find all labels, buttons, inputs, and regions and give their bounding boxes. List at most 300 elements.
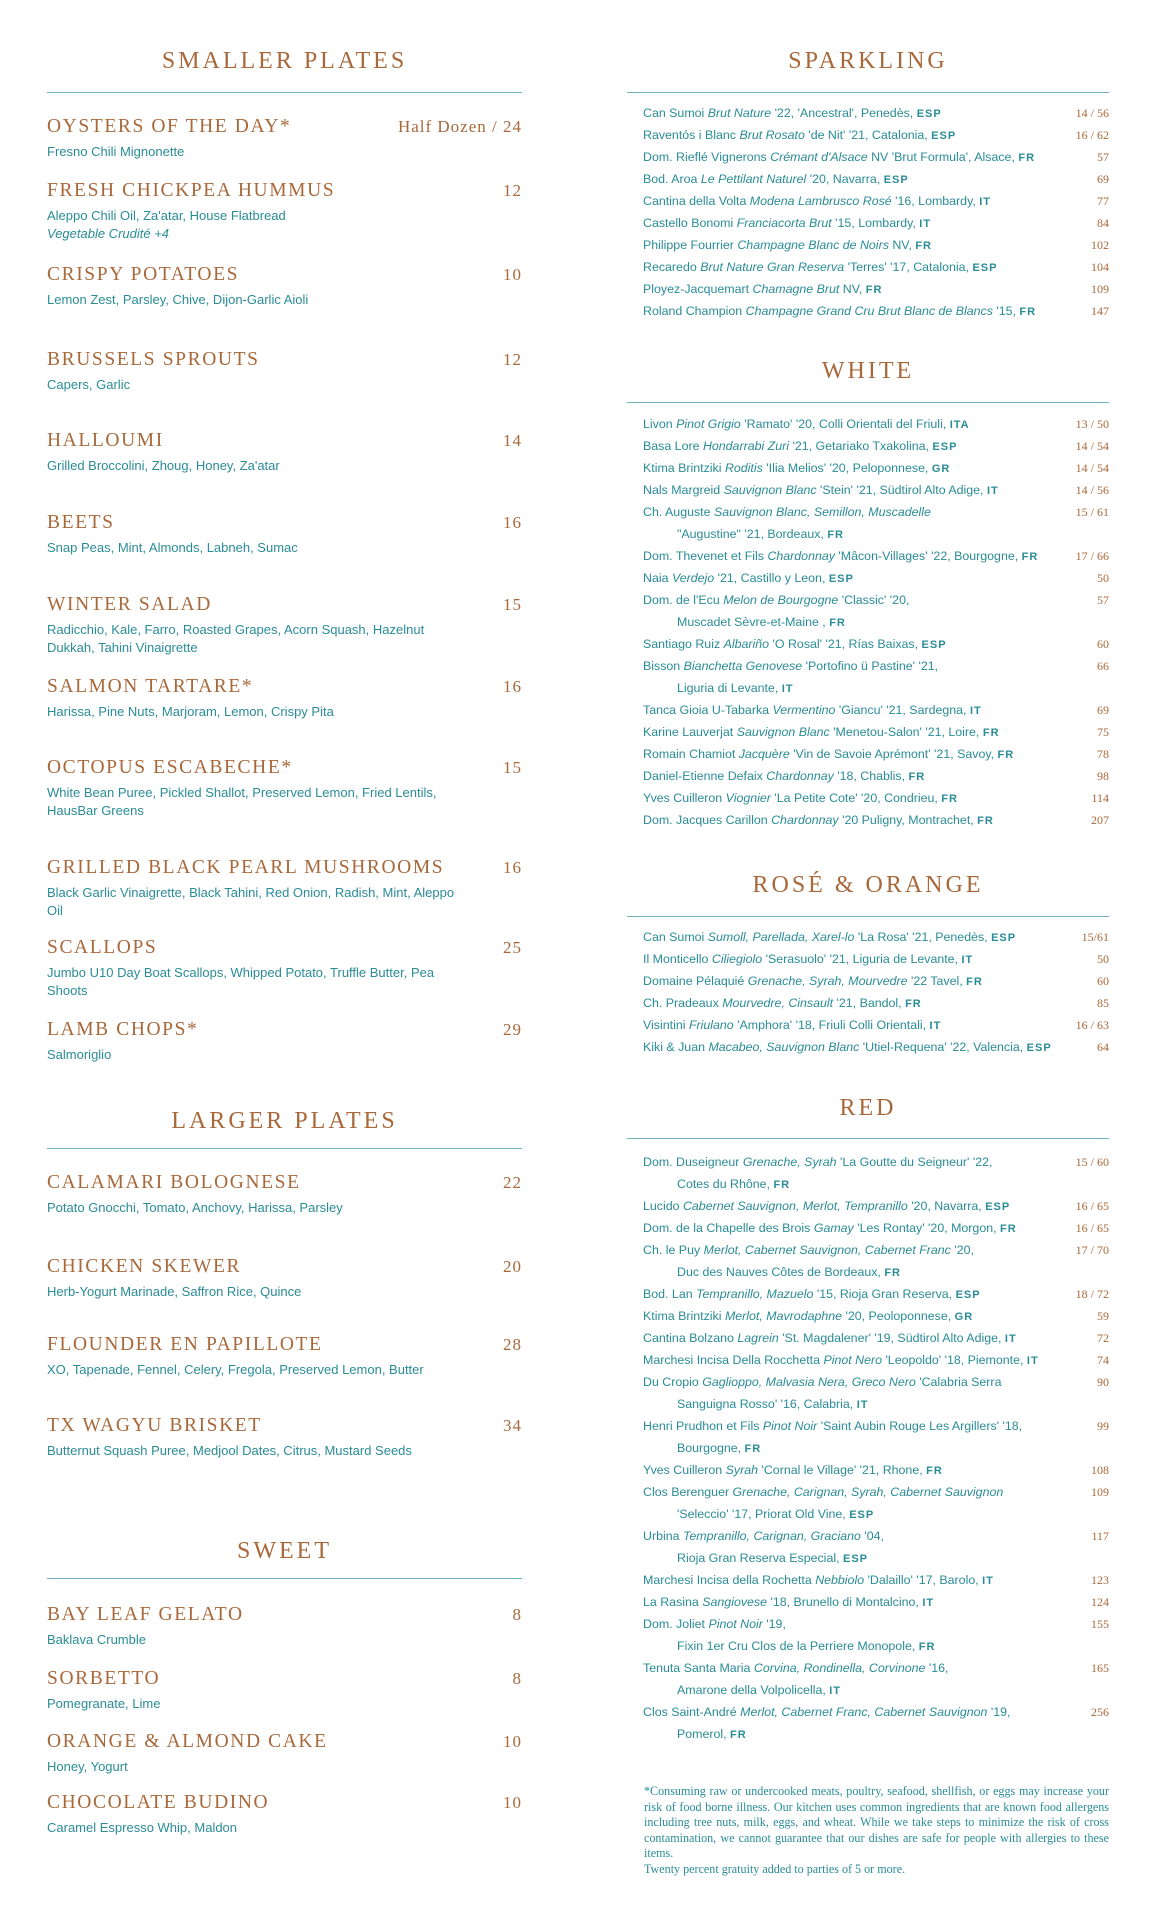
wine-details: '19,	[766, 1617, 786, 1631]
item-description	[47, 1758, 467, 1776]
item-ingredients: Salmoriglio	[47, 1047, 112, 1062]
wine-producer: Clos Berenguer	[643, 1485, 730, 1499]
wine-varietal: Sumoll, Parellada, Xarel-lo	[707, 930, 855, 944]
larger-plates-title: LARGER PLATES	[171, 1108, 398, 1134]
wine-region: Amarone della Volpolicella,	[677, 1683, 826, 1697]
item-ingredients: White Bean Puree, Pickled Shallot, Preserved Lemon, Fried Lentils, HausBar Greens	[47, 785, 437, 818]
wine-entry	[643, 501, 1109, 546]
wine-producer: Dom. Rieflé Vignerons	[643, 150, 767, 164]
wine-varietal: Merlot, Cabernet Franc, Cabernet Sauvignon	[740, 1705, 988, 1719]
wine-varietal: Champagne Blanc de Noirs	[737, 238, 889, 252]
wine-producer: Romain Chamiot	[643, 747, 736, 761]
wine-varietal: Syrah	[725, 1463, 759, 1477]
wine-entry	[643, 413, 1109, 436]
wine-line	[643, 974, 983, 988]
wine-varietal: Sauvignon Blanc	[723, 483, 817, 497]
wine-line	[643, 1419, 1022, 1433]
wine-entry	[643, 765, 1109, 788]
wine-varietal: Cabernet Sauvignon, Merlot, Tempranillo	[682, 1199, 908, 1213]
wine-line	[643, 461, 950, 475]
item-description	[47, 1361, 467, 1379]
wine-price: 17 / 70	[1075, 1243, 1109, 1257]
wine-region: Fixin 1er Cru Clos de la Perriere Monopole,	[677, 1639, 916, 1653]
wine-details: '22 Tavel,	[910, 974, 963, 988]
wine-details: '20, Navarra,	[809, 172, 881, 186]
wine-details: 'Ilia Melios' '20, Peloponnese,	[766, 461, 929, 475]
wine-line	[643, 260, 997, 274]
wine-entry	[643, 146, 1109, 169]
wine-details: 'de Nit' '21, Catalonia,	[808, 128, 928, 142]
wine-price: 109	[1091, 1485, 1109, 1499]
wine-producer: Yves Cuilleron	[643, 1463, 723, 1477]
item-description	[47, 964, 467, 1000]
wine-line	[643, 952, 973, 966]
wine-details: '16, Lombardy,	[895, 194, 976, 208]
wine-price: 16 / 63	[1075, 1018, 1109, 1032]
wine-line	[643, 593, 909, 607]
wine-line	[643, 128, 956, 142]
wine-line	[643, 1287, 981, 1301]
wine-entry	[643, 1525, 1109, 1570]
item-price: 16	[503, 513, 522, 532]
wine-varietal: Nebbiolo	[815, 1573, 865, 1587]
wine-entry	[643, 948, 1109, 971]
wine-producer: Nals Margreid	[643, 483, 721, 497]
wine-price: 155	[1091, 1617, 1109, 1631]
item-price: 14	[503, 431, 522, 450]
wine-entry	[643, 743, 1109, 766]
wine-price: 14 / 56	[1075, 483, 1109, 497]
item-ingredients: Jumbo U10 Day Boat Scallops, Whipped Potato, Truffle Butter, Pea Shoots	[47, 965, 435, 998]
wine-price: 60	[1097, 974, 1109, 988]
wine-varietal: Ciliegiolo	[711, 952, 763, 966]
wine-producer: Can Sumoi	[643, 106, 705, 120]
wine-details: '04,	[864, 1529, 884, 1543]
wine-region: Rioja Gran Reserva Especial,	[677, 1551, 840, 1565]
wine-country: IT	[986, 485, 999, 497]
wine-price: 50	[1097, 571, 1109, 585]
wine-price: 69	[1097, 703, 1109, 717]
wine-line	[643, 791, 958, 805]
white-divider	[627, 402, 1109, 403]
item-price: 10	[503, 265, 522, 284]
wine-price: 16 / 62	[1075, 128, 1109, 142]
wine-line	[643, 813, 994, 827]
wine-details: '20,	[954, 1243, 974, 1257]
wine-varietal: Merlot, Mavrodaphne	[724, 1309, 843, 1323]
wine-entry	[643, 124, 1109, 147]
wine-varietal: Melon de Bourgogne	[723, 593, 839, 607]
wine-details: 'Giancu' '21, Sardegna,	[838, 703, 967, 717]
item-ingredients: Black Garlic Vinaigrette, Black Tahini, Red Onion, Radish, Mint, Aleppo Oil	[47, 885, 455, 918]
wine-price: 69	[1097, 172, 1109, 186]
wine-entry	[643, 721, 1109, 744]
wine-details: '18, Chablis,	[837, 769, 906, 783]
wine-details: '16,	[928, 1661, 949, 1675]
wine-producer: Raventós i Blanc	[643, 128, 736, 142]
wine-producer: Philippe Fourrier	[643, 238, 734, 252]
wine-producer: Recaredo	[643, 260, 697, 274]
wine-line-2	[643, 611, 1109, 634]
wine-producer: Bod. Lan	[643, 1287, 693, 1301]
wine-line-2	[643, 1679, 1109, 1702]
wine-entry	[643, 278, 1109, 301]
disclaimer-text: *Consuming raw or undercooked meats, poultry, seafood, shellfish, or eggs may increase your risk of food borne illness. Our kitchen uses common ingredients that are known food allergens including tree nuts, milk, eggs, and wheat. While we take steps to minimize the risk of cross contamination, we cannot guarantee that our dishes are safe for people with allergies to these items.	[644, 1784, 1109, 1860]
wine-details: 'La Goutte du Seigneur' '22,	[840, 1155, 993, 1169]
wine-price: 14 / 54	[1075, 461, 1109, 475]
wine-entry	[643, 102, 1109, 125]
wine-details: 'Terres' '17, Catalonia,	[847, 260, 970, 274]
item-addon: Vegetable Crudité +4	[47, 226, 170, 241]
wine-details: '20 Puligny, Montrachet,	[842, 813, 974, 827]
item-price: 12	[503, 181, 522, 200]
larger-plates-divider	[47, 1148, 522, 1149]
wine-price: 74	[1097, 1353, 1109, 1367]
wine-varietal: Albariño	[723, 637, 770, 651]
wine-line-2	[643, 1503, 1109, 1526]
item-price: 29	[503, 1020, 522, 1039]
wine-varietal: Pinot Noir	[708, 1617, 763, 1631]
wine-producer: Domaine Pélaquié	[643, 974, 745, 988]
wine-country: ESP	[828, 573, 854, 585]
wine-varietal: Chardonnay	[766, 769, 834, 783]
wine-country: FR	[1019, 306, 1037, 318]
wine-country: ESP	[1026, 1042, 1052, 1054]
wine-producer: Bod. Aroa	[643, 172, 698, 186]
wine-varietal: Grenache, Syrah	[742, 1155, 837, 1169]
gratuity-note: Twenty percent gratuity added to parties of 5 or more.	[644, 1861, 906, 1876]
wine-price: 57	[1097, 150, 1109, 164]
wine-entry	[643, 1591, 1109, 1614]
wine-varietal: Chardonnay	[767, 549, 835, 563]
item-ingredients: Herb-Yogurt Marinade, Saffron Rice, Quince	[47, 1284, 302, 1299]
item-name: FLOUNDER EN PAPILLOTE	[47, 1334, 323, 1355]
wine-country: FR	[773, 1179, 791, 1191]
wine-line	[643, 703, 982, 717]
wine-details: 'Utiel-Requena' '22, Valencia,	[862, 1040, 1024, 1054]
wine-line	[643, 417, 970, 431]
wine-details: 'St. Magdalener' '19, Südtirol Alto Adige,	[782, 1331, 1002, 1345]
item-description	[47, 539, 467, 557]
wine-entry	[643, 1371, 1109, 1416]
wine-entry	[643, 1283, 1109, 1306]
wine-producer: Clos Saint-André	[643, 1705, 737, 1719]
wine-country: FR	[905, 998, 922, 1010]
item-description	[47, 784, 467, 820]
item-description	[47, 376, 467, 394]
wine-entry	[643, 168, 1109, 191]
wine-details: '15, Rioja Gran Reserva,	[816, 1287, 953, 1301]
wine-details: '20, Navarra,	[911, 1199, 982, 1213]
wine-details: 'Ramato' '20, Colli Orientali del Friuli,	[744, 417, 947, 431]
wine-entry	[643, 1151, 1109, 1196]
wine-price: 165	[1091, 1661, 1109, 1675]
wine-producer: Henri Prudhon et Fils	[643, 1419, 760, 1433]
wine-price: 114	[1091, 791, 1109, 805]
wine-entry	[643, 545, 1109, 568]
wine-details: 'Vin de Savoie Aprémont' '21, Savoy,	[793, 747, 995, 761]
wine-line	[643, 282, 882, 296]
wine-producer: Il Monticello	[643, 952, 709, 966]
wine-line	[643, 725, 1000, 739]
wine-price: 18 / 72	[1075, 1287, 1109, 1301]
wine-country: ESP	[842, 1553, 868, 1565]
wine-region: Cotes du Rhône,	[677, 1177, 770, 1191]
wine-price: 64	[1097, 1040, 1109, 1054]
wine-producer: Livon	[643, 417, 673, 431]
wine-line	[643, 930, 1016, 944]
wine-details: 'Mâcon-Villages' '22, Bourgogne,	[838, 549, 1019, 563]
item-ingredients: Honey, Yogurt	[47, 1759, 128, 1774]
wine-country: FR	[966, 976, 983, 988]
wine-entry	[643, 1239, 1109, 1284]
wine-varietal: Crémant d'Alsace	[770, 150, 868, 164]
wine-entry	[643, 1701, 1109, 1746]
item-ingredients: Snap Peas, Mint, Almonds, Labneh, Sumac	[47, 540, 298, 555]
wine-entry	[643, 1217, 1109, 1240]
wine-varietal: Grenache, Syrah, Mourvedre	[747, 974, 908, 988]
wine-country: ESP	[916, 108, 942, 120]
wine-entry	[643, 567, 1109, 590]
wine-producer: Lucido	[643, 1199, 680, 1213]
smaller-plates-divider	[47, 92, 522, 93]
wine-varietal: Verdejo	[671, 571, 715, 585]
wine-line-2	[643, 1261, 1109, 1284]
wine-price: 16 / 65	[1075, 1221, 1109, 1235]
wine-entry	[643, 1481, 1109, 1526]
wine-region: Muscadet Sèvre-et-Maine ,	[677, 615, 826, 629]
wine-line	[643, 439, 957, 453]
item-ingredients: XO, Tapenade, Fennel, Celery, Fregola, Preserved Lemon, Butter	[47, 1362, 424, 1377]
wine-producer: Ktima Brintziki	[643, 1309, 722, 1323]
wine-line	[643, 1661, 948, 1675]
item-name: OYSTERS OF THE DAY*	[47, 116, 292, 137]
wine-entry	[643, 699, 1109, 722]
wine-producer: La Rasina	[643, 1595, 699, 1609]
wine-entry	[643, 633, 1109, 656]
wine-details: 'Les Rontay' '20, Morgon,	[857, 1221, 997, 1235]
wine-varietal: Le Pettilant Naturel	[700, 172, 807, 186]
wine-entry	[643, 589, 1109, 634]
wine-producer: Ch. Pradeaux	[643, 996, 719, 1010]
wine-varietal: Brut Nature Gran Reserva	[700, 260, 845, 274]
item-name: HALLOUMI	[47, 430, 164, 451]
wine-producer: Marchesi Incisa Della Rocchetta	[643, 1353, 820, 1367]
item-name: SALMON TARTARE*	[47, 676, 254, 697]
wine-price: 50	[1097, 952, 1109, 966]
item-ingredients: Capers, Garlic	[47, 377, 131, 392]
wine-country: IT	[781, 683, 794, 695]
wine-country: FR	[744, 1443, 762, 1455]
item-name: LAMB CHOPS*	[47, 1019, 199, 1040]
wine-region: "Augustine" '21, Bordeaux,	[677, 527, 824, 541]
wine-producer: Dom. Duseigneur	[643, 1155, 740, 1169]
white-title: WHITE	[821, 358, 915, 384]
wine-line	[643, 1155, 992, 1169]
item-name: TX WAGYU BRISKET	[47, 1415, 262, 1436]
wine-country: FR	[1021, 551, 1039, 563]
wine-country: FR	[1018, 152, 1036, 164]
wine-producer: Can Sumoi	[643, 930, 705, 944]
wine-varietal: Grenache, Carignan, Syrah, Cabernet Sauvignon	[732, 1485, 1004, 1499]
item-ingredients: Radicchio, Kale, Farro, Roasted Grapes, Acorn Squash, Hazelnut Dukkah, Tahini Vinaigrette	[47, 622, 425, 655]
wine-varietal: Brut Rosato	[739, 128, 805, 142]
red-divider	[627, 1138, 1109, 1139]
wine-country: FR	[865, 284, 883, 296]
wine-producer: Naia	[643, 571, 669, 585]
item-ingredients: Baklava Crumble	[47, 1632, 146, 1647]
wine-varietal: Mourvedre, Cinsault	[722, 996, 834, 1010]
wine-country: FR	[908, 771, 926, 783]
wine-varietal: Pinot Grigio	[676, 417, 741, 431]
wine-producer: Urbina	[643, 1529, 680, 1543]
wine-varietal: Champagne Grand Cru Brut Blanc de Blancs	[745, 304, 993, 318]
wine-details: 'Leopoldo' '18, Piemonte,	[885, 1353, 1024, 1367]
wine-country: FR	[829, 617, 846, 629]
wine-price: 78	[1097, 747, 1109, 761]
wine-country: FR	[977, 815, 994, 827]
wine-line	[643, 1353, 1039, 1367]
item-description	[47, 291, 467, 309]
wine-line	[643, 1463, 943, 1477]
wine-country: FR	[730, 1729, 747, 1741]
wine-details: '18, Brunello di Montalcino,	[770, 1595, 919, 1609]
wine-country: ESP	[972, 262, 998, 274]
allergen-disclaimer	[644, 1784, 1109, 1877]
wine-price: 59	[1097, 1309, 1109, 1323]
wine-line	[643, 216, 931, 230]
wine-producer: Ployez-Jacquemart	[643, 282, 750, 296]
wine-line-2	[643, 1437, 1109, 1460]
item-description	[47, 143, 467, 161]
wine-details: '19,	[990, 1705, 1011, 1719]
item-price: 15	[503, 758, 522, 777]
wine-varietal: Corvina, Rondinella, Corvinone	[753, 1661, 926, 1675]
item-name: SCALLOPS	[47, 937, 158, 958]
wine-country: FR	[941, 793, 958, 805]
wine-price: 109	[1091, 282, 1109, 296]
wine-line-2	[643, 1173, 1109, 1196]
wine-line	[643, 1595, 934, 1609]
wine-details: '15,	[996, 304, 1016, 318]
wine-price: 13 / 50	[1075, 417, 1109, 431]
item-ingredients: Caramel Espresso Whip, Maldon	[47, 1820, 238, 1835]
wine-country: IT	[979, 196, 992, 208]
item-name: BEETS	[47, 512, 115, 533]
item-price: 25	[503, 938, 522, 957]
wine-varietal: Pinot Noir	[762, 1419, 818, 1433]
item-name: CHOCOLATE BUDINO	[47, 1792, 270, 1813]
wine-entry	[643, 1327, 1109, 1350]
wine-producer: Castello Bonomi	[643, 216, 734, 230]
wine-line	[643, 1705, 1010, 1719]
wine-line	[643, 194, 991, 208]
item-name: CALAMARI BOLOGNESE	[47, 1172, 301, 1193]
item-price: 16	[503, 858, 522, 877]
wine-country: FR	[827, 529, 844, 541]
item-name: SORBETTO	[47, 1668, 161, 1689]
wine-price: 84	[1097, 216, 1109, 230]
wine-country: ESP	[985, 1201, 1011, 1213]
wine-entry	[643, 256, 1109, 279]
item-description	[47, 1283, 467, 1301]
wine-details: '22, 'Ancestral', Penedès,	[774, 106, 914, 120]
wine-region: 'Seleccio' '17, Priorat Old Vine,	[677, 1507, 846, 1521]
wine-price: 85	[1097, 996, 1109, 1010]
wine-price: 77	[1097, 194, 1109, 208]
wine-varietal: Jacquère	[738, 747, 790, 761]
wine-country: FR	[918, 1641, 936, 1653]
wine-details: 'La Rosa' '21, Penedès,	[857, 930, 988, 944]
item-ingredients: Lemon Zest, Parsley, Chive, Dijon-Garlic Aioli	[47, 292, 309, 307]
sparkling-divider	[627, 92, 1109, 93]
item-ingredients: Butternut Squash Puree, Medjool Dates, Citrus, Mustard Seeds	[47, 1443, 412, 1458]
wine-line	[643, 483, 999, 497]
wine-price: 72	[1097, 1331, 1109, 1345]
wine-country: FR	[1000, 1223, 1017, 1235]
wine-entry	[643, 1349, 1109, 1372]
wine-entry	[643, 300, 1109, 323]
wine-varietal: Macabeo, Sauvignon Blanc	[708, 1040, 860, 1054]
item-ingredients: Aleppo Chili Oil, Za'atar, House Flatbread	[47, 208, 286, 223]
wine-varietal: Viognier	[725, 791, 771, 805]
item-ingredients: Pomegranate, Lime	[47, 1696, 161, 1711]
wine-country: ESP	[991, 932, 1017, 944]
wine-details: 'La Petite Cote' '20, Condrieu,	[774, 791, 938, 805]
item-price: 16	[503, 677, 522, 696]
wine-country: IT	[969, 705, 982, 717]
item-price: 10	[503, 1793, 522, 1812]
wine-line	[643, 637, 947, 651]
wine-details: '15, Lombardy,	[835, 216, 916, 230]
wine-producer: Daniel-Etienne Defaix	[643, 769, 763, 783]
wine-details: '21, Bandol,	[836, 996, 902, 1010]
item-price: 28	[503, 1335, 522, 1354]
wine-country: IT	[982, 1575, 994, 1587]
wine-producer: Tanca Gioia U-Tabarka	[643, 703, 770, 717]
item-name: CRISPY POTATOES	[47, 264, 240, 285]
wine-details: '21, Castillo y Leon,	[717, 571, 826, 585]
wine-entry	[643, 1657, 1109, 1702]
item-name: OCTOPUS ESCABECHE*	[47, 757, 293, 778]
wine-details: 'Portofino ü Pastine' '21,	[805, 659, 939, 673]
wine-country: IT	[1026, 1355, 1039, 1367]
wine-producer: Dom. de la Chapelle des Brois	[643, 1221, 811, 1235]
item-name: ORANGE & ALMOND CAKE	[47, 1731, 328, 1752]
item-ingredients: Harissa, Pine Nuts, Marjoram, Lemon, Crispy Pita	[47, 704, 334, 719]
wine-varietal: Bianchetta Genovese	[683, 659, 803, 673]
wine-price: 90	[1097, 1375, 1109, 1389]
wine-line	[643, 1018, 941, 1032]
wine-country: GR	[954, 1311, 974, 1323]
wine-country: IT	[919, 218, 932, 230]
wine-entry	[643, 809, 1109, 832]
sparkling-title: SPARKLING	[788, 48, 948, 74]
wine-price: 60	[1097, 637, 1109, 651]
wine-details: 'Amphora' '18, Friuli Colli Orientali,	[737, 1018, 927, 1032]
wine-producer: Yves Cuilleron	[643, 791, 723, 805]
wine-price: 117	[1091, 1529, 1109, 1543]
wine-line	[643, 1485, 1003, 1499]
wine-producer: Bisson	[643, 659, 681, 673]
wine-producer: Marchesi Incisa della Rochetta	[643, 1573, 812, 1587]
wine-country: ESP	[931, 130, 957, 142]
item-price: 8	[512, 1605, 522, 1624]
wine-details: 'Dalaillo' '17, Barolo,	[867, 1573, 979, 1587]
item-description	[47, 703, 467, 721]
wine-line	[643, 172, 909, 186]
wine-country: ESP	[883, 174, 909, 186]
